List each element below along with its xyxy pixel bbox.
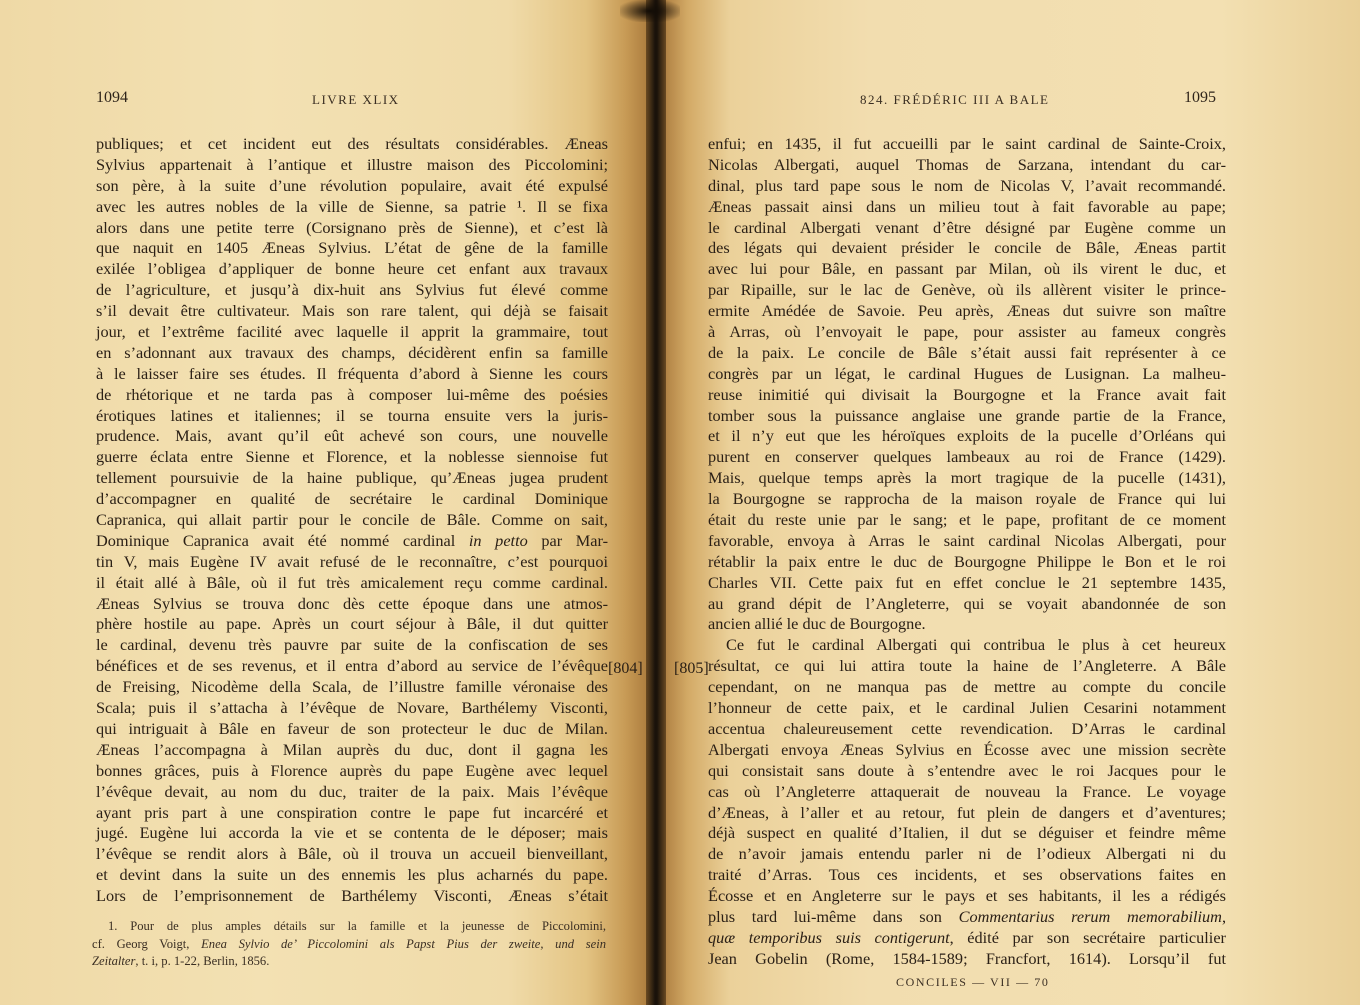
text-line: que naquit en 1405 Æneas Sylvius. L’état de gêne de la famille xyxy=(96,238,608,258)
text-line: Æneas Sylvius se trouva donc dès cette époque dans une atmos- xyxy=(96,593,608,613)
text-line: Lors de l’emprisonnement de Barthélemy Visconti, Æneas s’était xyxy=(96,886,608,906)
text-line: congrès par un légat, le cardinal Hugues de Lusignan. La malheu- xyxy=(708,363,1226,383)
text-line: s’il devait être cultivateur. Mais son rare talent, qui déjà se faisait xyxy=(96,301,608,321)
text-line: ayant pris part à une conspiration contre le pape fut incarcéré et xyxy=(96,802,608,822)
text-line: qui intriguait à Bâle en faveur de son protecteur le duc de Milan. xyxy=(96,718,608,738)
text-line: jour, et l’extrême facilité avec laquelle il apprit la grammaire, tout xyxy=(96,322,608,342)
text-line: tomber sous la puissance anglaise une grande partie de la France, xyxy=(708,405,1226,425)
text-line: dinal, plus tard pape sous le nom de Nicolas V, l’avait recommandé. xyxy=(708,175,1226,195)
text-line: Dominique Capranica avait été nommé cardinal in petto par Mar- xyxy=(96,530,608,550)
text-line: Jean Gobelin (Rome, 1584-1589; Francfort, 1614). Lorsqu’il fut xyxy=(708,948,1226,968)
text-line: jugé. Eugène lui accorda la vie et se contenta de le déposer; mais xyxy=(96,823,608,843)
text-line: alors dans une petite terre (Corsignano près de Sienne), et c’est là xyxy=(96,217,608,237)
page-marker-right: [805] xyxy=(674,660,709,677)
text-line: de rhétorique et ne tarda pas à composer lui-même des poésies xyxy=(96,384,608,404)
text-line: bonnes grâces, puis à Florence auprès du pape Eugène avec lequel xyxy=(96,760,608,780)
text-line: favorable, envoya à Arras le saint cardinal Nicolas Albergati, pour xyxy=(708,530,1226,550)
text-line: de l’agriculture, et jusqu’à dix-huit ans Sylvius fut élevé comme xyxy=(96,280,608,300)
text-line: ancien allié le duc de Bourgogne. xyxy=(708,614,926,634)
text-line: Scala; puis il s’attacha à l’évêque de Novare, Barthélemy Visconti, xyxy=(96,698,608,718)
text-line: d’accompagner en qualité de secrétaire le cardinal Dominique xyxy=(96,489,608,509)
text-line: avec lui pour Bâle, en passant par Milan, où ils virent le duc, et xyxy=(708,259,1226,279)
text-line: purent en conserver quelques lambeaux au roi de France (1429). xyxy=(708,447,1226,467)
text-line: déjà suspect en qualité d’Italien, il dut se déguiser et feindre même xyxy=(708,823,1226,843)
footnote xyxy=(92,918,606,971)
text-line: Charles VII. Cette paix fut en effet conclue le 21 septembre 1435, xyxy=(708,572,1226,592)
page-number-left: 1094 xyxy=(96,89,128,106)
footnote-line: cf. Georg Voigt, Enea Sylvio de’ Piccolomini als Papst Pius der zweite, und sein xyxy=(92,936,606,951)
text-line: avec les autres nobles de la ville de Sienne, sa patrie ¹. Il se fixa xyxy=(96,196,608,216)
text-line: cas où l’Angleterre attaquerait de nouveau la France. Le voyage xyxy=(708,781,1226,801)
text-line: qui consistait sans doute à s’entendre avec le roi Jacques pour le xyxy=(708,760,1226,780)
text-line: Mais, quelque temps après la mort tragique de la pucelle (1431), xyxy=(708,468,1226,488)
gutter-shadow xyxy=(620,0,680,22)
text-line: par Ripaille, sur le lac de Genève, où ils allèrent visiter le prince- xyxy=(708,280,1226,300)
text-line: il était allé à Bâle, où il fut très amicalement reçu comme cardinal. xyxy=(96,572,608,592)
text-line: quæ temporibus suis contigerunt, édité par son secrétaire particulier xyxy=(708,927,1226,947)
text-line: guerre éclata entre Sienne et Florence, et la noblesse siennoise fut xyxy=(96,447,608,467)
left-page xyxy=(0,0,652,1005)
text-line: le cardinal, devenu très pauvre par suite de la confiscation de ses xyxy=(96,635,608,655)
right-body-text xyxy=(708,134,1226,970)
text-line: en s’adonnant aux travaux des champs, décidèrent enfin sa famille xyxy=(96,342,608,362)
text-line: exilée l’obligea d’appliquer de bonne heure cet enfant aux travaux xyxy=(96,259,608,279)
text-line: et il n’y eut que les héroïques exploits de la pucelle d’Orléans qui xyxy=(708,426,1226,446)
text-line: d’Æneas, à l’aller et au retour, fut plein de dangers et d’aventures; xyxy=(708,802,1226,822)
running-head-left: LIVRE XLIX xyxy=(312,92,400,107)
text-line: reuse inimitié qui divisait la Bourgogne et la France avait fait xyxy=(708,384,1226,404)
text-line: au grand dépit de l’Angleterre, qui se voyait abandonnée de son xyxy=(708,593,1226,613)
text-line: l’honneur de cette paix, et le cardinal Julien Cesarini notamment xyxy=(708,698,1226,718)
text-line: tellement poursuivie de la haine publique, qu’Æneas jugea prudent xyxy=(96,468,608,488)
text-line: son père, à la suite d’une révolution populaire, avait été expulsé xyxy=(96,175,608,195)
book-gutter xyxy=(646,0,666,1005)
text-line: et devint dans la suite un des ennemis les plus acharnés du pape. xyxy=(96,865,608,885)
text-line: à Arras, où l’envoyait le pape, pour assister au fameux congrès xyxy=(708,322,1226,342)
text-line: rétablir la paix entre le duc de Bourgogne Philippe le Bon et le roi xyxy=(708,551,1226,571)
text-line: des légats qui devaient présider le concile de Bâle, Æneas partit xyxy=(708,238,1226,258)
footnote-line: 1. Pour de plus amples détails sur la famille et la jeunesse de Piccolomini, xyxy=(108,919,606,933)
text-line: phère hostile au pape. Après un court séjour à Bâle, il dut quitter xyxy=(96,614,608,634)
text-line: bénéfices et de ses revenus, et il entra d’abord au service de l’évêque xyxy=(96,656,608,676)
page-marker-left: [804] xyxy=(608,660,643,677)
left-body-text xyxy=(96,134,608,907)
footnote-line: Zeitalter, t. i, p. 1-22, Berlin, 1856. xyxy=(92,954,270,968)
text-line: cependant, on ne manqua pas de mettre au compte du concile xyxy=(708,677,1226,697)
text-line: tin V, mais Eugène IV avait refusé de le reconnaître, c’est pourquoi xyxy=(96,551,608,571)
text-line: de Freising, Nicodème della Scala, de l’illustre famille véronaise des xyxy=(96,677,608,697)
text-line: plus tard lui-même dans son Commentarius rerum memorabilium, xyxy=(708,906,1227,926)
text-line: Écosse et en Angleterre sur le pays et ses habitants, il les a rédigés xyxy=(708,886,1226,906)
text-line: Æneas passait ainsi dans un milieu tout à fait favorable au pape; xyxy=(708,196,1226,216)
text-line: à le laisser faire ses études. Il fréquenta d’abord à Sienne les cours xyxy=(96,363,608,383)
text-line: Nicolas Albergati, auquel Thomas de Sarzana, intendant du car- xyxy=(708,154,1226,174)
text-line: accentua chaleureusement cette revendication. D’Arras le cardinal xyxy=(708,718,1226,738)
running-head-right: 824. FRÉDÉRIC III A BALE xyxy=(860,92,1050,107)
text-line: prudence. Mais, avant qu’il eût achevé son cours, une nouvelle xyxy=(96,426,608,446)
text-line: résultat, ce qui lui attira toute la haine de l’Angleterre. A Bâle xyxy=(708,656,1226,676)
text-line: l’évêque se rendit alors à Bâle, où il trouva un accueil bienveillant, xyxy=(96,844,608,864)
text-line: publiques; et cet incident eut des résultats considérables. Æneas xyxy=(96,134,608,153)
text-line: l’évêque devait, au nom du duc, traiter de la paix. Mais l’évêque xyxy=(96,781,608,801)
text-line: ermite Amédée de Savoie. Peu après, Æneas dut suivre son maître xyxy=(708,301,1226,321)
text-line: le cardinal Albergati venant d’être désigné par Eugène comme un xyxy=(708,217,1226,237)
text-line: Ce fut le cardinal Albergati qui contribua le plus à cet heureux xyxy=(726,635,1226,655)
text-line: Sylvius appartenait à l’antique et illustre maison des Piccolomini; xyxy=(96,154,608,174)
text-line: était du reste unie par le sang; et le pape, profitant de ce moment xyxy=(708,510,1226,530)
text-line: enfui; en 1435, il fut accueilli par le saint cardinal de Sainte-Croix, xyxy=(708,134,1226,153)
text-line: de n’avoir jamais entendu parler ni de l’odieux Albergati ni du xyxy=(708,844,1226,864)
text-line: Albergati envoya Æneas Sylvius en Écosse avec une mission secrète xyxy=(708,739,1226,759)
text-line: érotiques latines et italiennes; il se tourna ensuite vers la juris- xyxy=(96,405,608,425)
right-page xyxy=(660,0,1360,1005)
text-line: traité d’Arras. Tous ces incidents, et ses observations faites en xyxy=(708,865,1226,885)
text-line: Æneas l’accompagna à Milan auprès du duc, dont il gagna les xyxy=(96,739,608,759)
signature-mark: CONCILES — VII — 70 xyxy=(896,975,1050,989)
text-line: la Bourgogne se rapprocha de la maison royale de France qui lui xyxy=(708,489,1226,509)
text-line: Capranica, qui allait partir pour le concile de Bâle. Comme on sait, xyxy=(96,510,608,530)
page-number-right: 1095 xyxy=(1184,89,1216,106)
text-line: de la paix. Le concile de Bâle s’était aussi fait représenter à ce xyxy=(708,342,1226,362)
